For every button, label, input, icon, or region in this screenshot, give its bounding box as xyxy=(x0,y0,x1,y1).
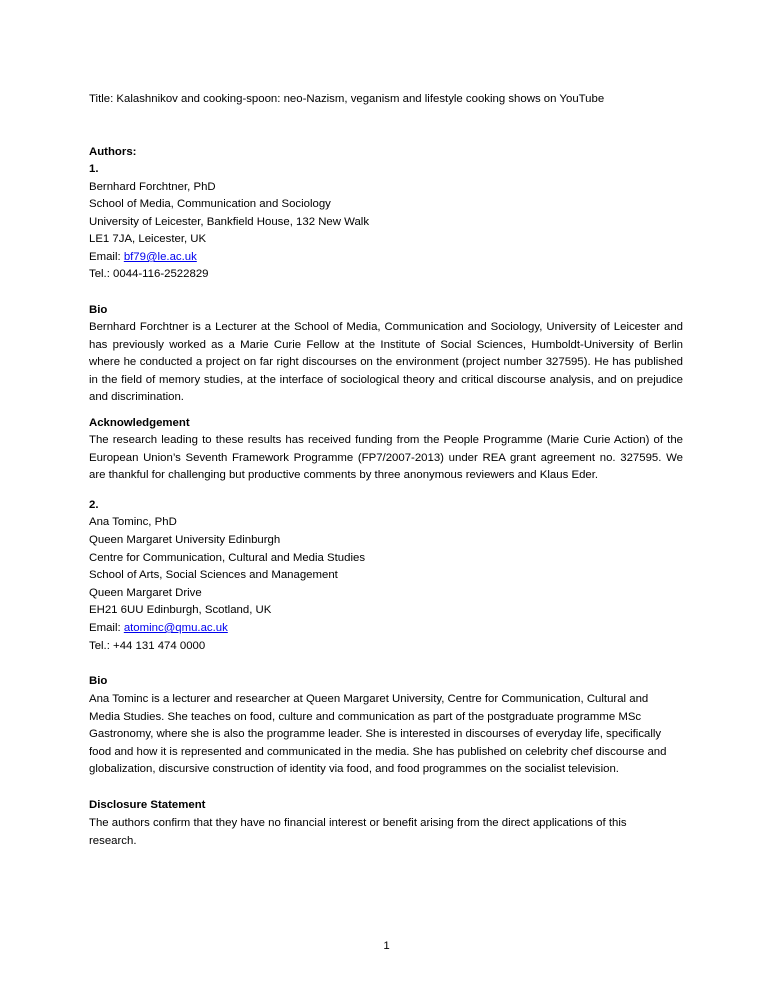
author2-school: School of Arts, Social Sciences and Management xyxy=(89,569,338,581)
author1-bio-heading: Bio xyxy=(89,304,108,316)
author1-email-label: Email: xyxy=(89,251,124,263)
author2-number: 2. xyxy=(89,499,99,511)
author2-email-label: Email: xyxy=(89,622,124,634)
author2-bio xyxy=(89,691,683,779)
author2-name: Ana Tominc, PhD xyxy=(89,516,177,528)
author2-bio-line: Ana Tominc is a lecturer and researcher at Queen Margaret University, Centre for Communication, Cultural and xyxy=(89,693,649,705)
page-number: 1 xyxy=(383,940,390,952)
acknowledgement-heading: Acknowledgement xyxy=(89,417,190,429)
author2-centre: Centre for Communication, Cultural and Media Studies xyxy=(89,552,366,564)
author1-address: University of Leicester, Bankfield House, 132 New Walk xyxy=(89,216,370,228)
author1-tel: Tel.: 0044-116-2522829 xyxy=(89,268,209,280)
author2-bio-line: globalization, discursive construction of identity via food, and food programmes on the socialist television. xyxy=(89,763,619,776)
author1-email-row xyxy=(89,249,197,267)
disclosure-line: The authors confirm that they have no financial interest or benefit arising from the direct applications of this xyxy=(89,817,627,829)
author2-postcode: EH21 6UU Edinburgh, Scotland, UK xyxy=(89,604,272,616)
author2-university: Queen Margaret University Edinburgh xyxy=(89,534,281,546)
author1-email-link[interactable]: bf79@le.ac.uk xyxy=(123,251,197,263)
author1-bio: Bernhard Forchtner is a Lecturer at the School of Media, Communication and Sociology, University of Leicester and has previously worked as a Marie Curie Fellow at the Institute of Social Sciences, Humboldt-University of Berlin where he conducted a project on far right discourses on the environment (project number 327595). He has published in the field of memory studies, at the interface of sociological theory and critical discourse analysis, and on prejudice and discrimination. xyxy=(89,321,683,404)
author1-number: 1. xyxy=(89,163,99,175)
author2-bio-line: food and how it is represented and communicated in the media. She has published on celebrity chef discourse and xyxy=(89,745,667,758)
disclosure-text xyxy=(89,815,683,850)
author1-department: School of Media, Communication and Sociology xyxy=(89,198,331,210)
author2-bio-heading: Bio xyxy=(89,675,108,687)
authors-heading: Authors: xyxy=(89,146,137,158)
author2-tel: Tel.: +44 131 474 0000 xyxy=(89,640,206,652)
acknowledgement-text: The research leading to these results has received funding from the People Programme (Marie Curie Action) of the European Union’s Seventh Framework Programme (FP7/2007-2013) under REA grant agreement no. 327595. We are thankful for challenging but productive comments by three anonymous reviewers and Klaus Eder. xyxy=(89,434,683,482)
author2-email-link[interactable]: atominc@qmu.ac.uk xyxy=(123,622,228,634)
author1-postcode: LE1 7JA, Leicester, UK xyxy=(89,233,207,245)
author2-email-row xyxy=(89,620,228,638)
author2-bio-line: Media Studies. She teaches on food, culture and communication as part of the postgraduate programme MSc xyxy=(89,710,642,723)
disclosure-line: research. xyxy=(89,834,137,847)
author2-bio-line: Gastronomy, where she is also the programme leader. She is interested in discourses of everyday life, specifically xyxy=(89,728,662,741)
disclosure-heading: Disclosure Statement xyxy=(89,799,206,811)
author1-name: Bernhard Forchtner, PhD xyxy=(89,181,216,193)
document-title: Title: Kalashnikov and cooking-spoon: neo-Nazism, veganism and lifestyle cooking shows on YouTube xyxy=(89,93,605,105)
author2-street: Queen Margaret Drive xyxy=(89,587,202,599)
